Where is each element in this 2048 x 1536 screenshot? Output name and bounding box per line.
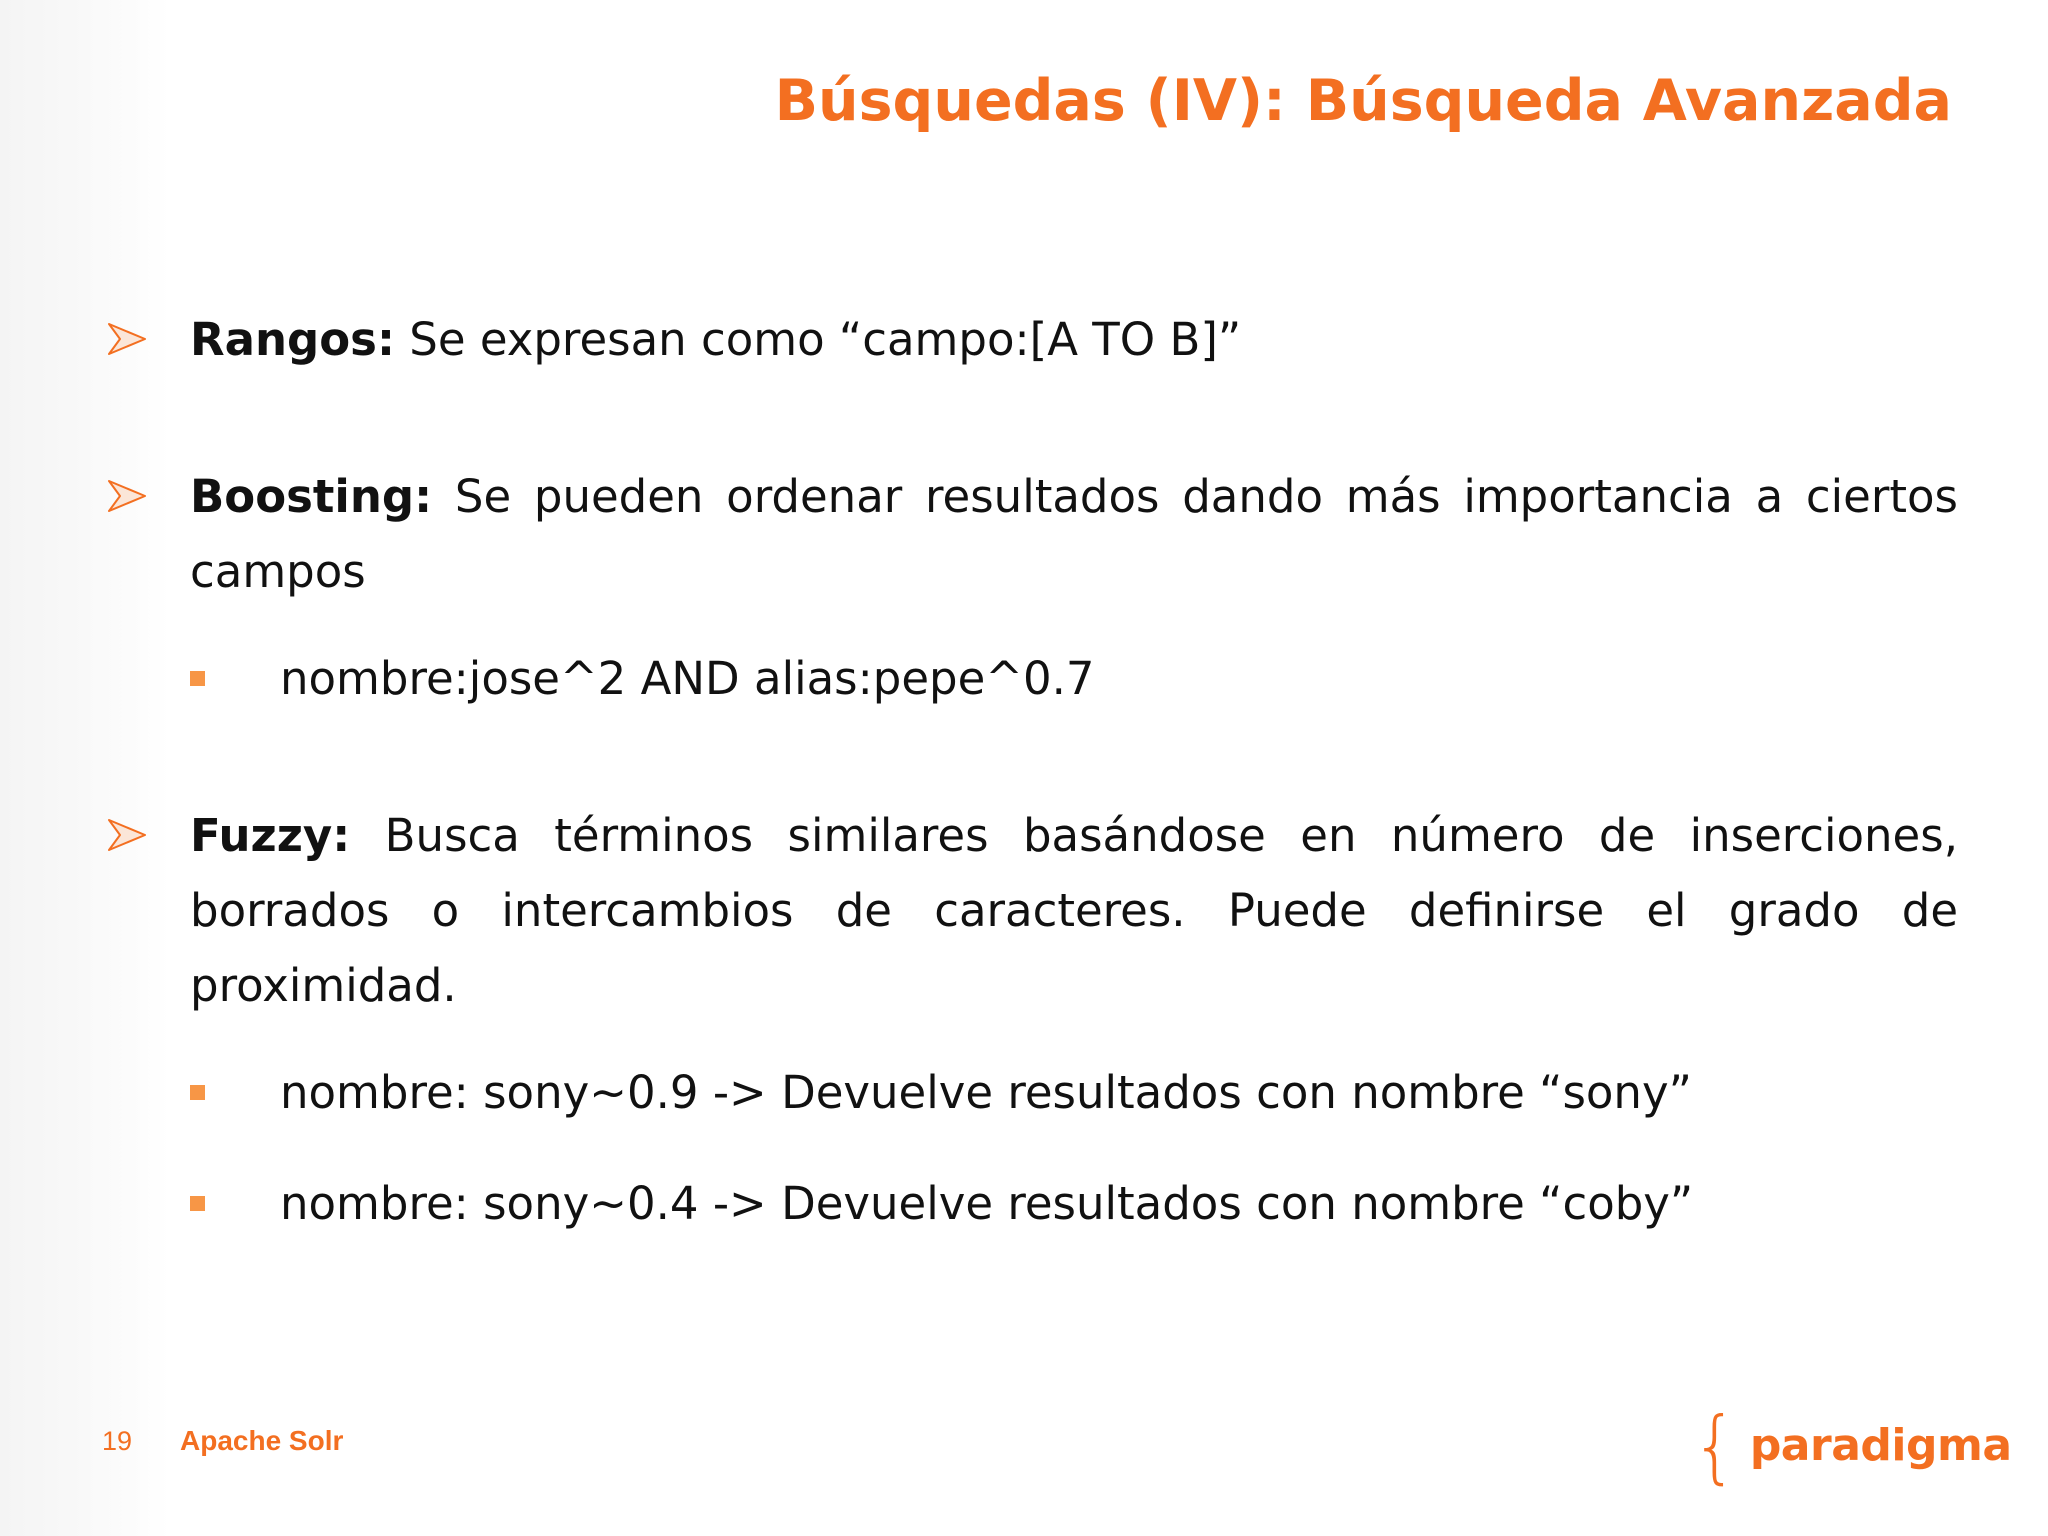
sub-item-text: nombre: sony~0.4 -> Devuelve resultados con nombre “coby” xyxy=(280,1177,1694,1230)
square-bullet-icon xyxy=(190,671,205,686)
bullet-text: Se pueden ordenar resultados dando más importancia a ciertos campos xyxy=(190,470,1958,598)
bullet-label: Rangos: xyxy=(190,313,395,366)
bullet-fuzzy xyxy=(108,798,1958,1241)
sub-item-text: nombre:jose^2 AND alias:pepe^0.7 xyxy=(280,652,1095,705)
logo-brace: { xyxy=(1692,1399,1738,1493)
bullet-boosting xyxy=(108,459,1958,716)
bullet-text: Se expresan como “campo:[A TO B]” xyxy=(409,313,1242,366)
bullet-text: Busca términos similares basándose en número de inserciones, borrados o intercambios de caracteres. Puede definirse el grado de proximidad. xyxy=(190,809,1958,1012)
sub-item xyxy=(190,1055,1958,1130)
bullet-label: Boosting: xyxy=(190,470,433,523)
square-bullet-icon xyxy=(190,1085,205,1100)
sub-list xyxy=(190,641,1958,716)
footer-title: Apache Solr xyxy=(180,1425,344,1456)
sub-item-text: nombre: sony~0.9 -> Devuelve resultados con nombre “sony” xyxy=(280,1066,1692,1119)
arrow-bullet-icon xyxy=(108,480,146,512)
square-bullet-icon xyxy=(190,1196,205,1211)
bullet-rangos xyxy=(108,302,1958,377)
sub-list xyxy=(190,1055,1958,1241)
bullet-label: Fuzzy: xyxy=(190,809,351,862)
slide-title: Búsquedas (IV): Búsqueda Avanzada xyxy=(774,68,1952,134)
sub-item xyxy=(190,641,1958,716)
arrow-bullet-icon xyxy=(108,819,146,851)
sub-item xyxy=(190,1166,1958,1241)
logo-text: paradigma xyxy=(1749,1420,2012,1471)
paradigma-logo xyxy=(1692,1399,2012,1493)
arrow-bullet-icon xyxy=(108,323,146,355)
page-number: 19 xyxy=(102,1426,133,1456)
slide-content xyxy=(108,302,1958,1241)
